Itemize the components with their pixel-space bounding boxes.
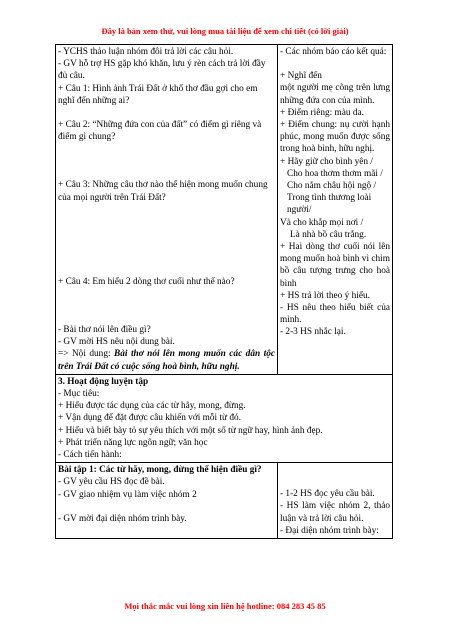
poem-line: Cho hoa thơm thơm mãi / <box>287 168 383 179</box>
table-row <box>56 45 393 375</box>
list-item: + Phát triển năng lực ngôn ngữ; văn học <box>58 437 208 448</box>
list-item: - GV yêu cầu HS đọc đề bài. <box>58 477 165 488</box>
answer-1: một người mẹ cõng trên lưng những đứa con của mình. <box>280 83 393 106</box>
practice-section-cell <box>56 374 393 462</box>
exercise-teacher-cell <box>56 463 278 539</box>
list-item: - GV giao nhiệm vụ làm việc nhóm 2 <box>58 489 197 500</box>
exercise-title: Bài tập 1: Các từ hãy, mong, đừng thể hiện điều gì? <box>58 465 262 476</box>
answer-2b: + Điểm chung: nụ cười hạnh phúc, mong muốn được sống trong hoà bình, hữu nghị. <box>280 120 393 155</box>
list-item: - GV mời HS nêu nội dung bài. <box>58 337 175 348</box>
list-item: - HS nêu theo hiểu biết của mình. <box>280 303 393 326</box>
lesson-content: => Nội dung: Bài thơ nói lên mong muốn các dân tộc trên Trái Đất có cuộc sống hoà bình, hữu nghị. <box>58 349 278 372</box>
poem-line: Trong tình thương loài người/ <box>287 193 374 216</box>
preview-banner: Đây là bản xem thử, vui lòng mua tài liệu để xem chi tiết (có lời giải) <box>101 26 349 36</box>
list-item: - HS làm việc nhóm 2, thảo luận và trả lời câu hỏi. <box>280 501 393 524</box>
list-item: - Bài thơ nói lên điều gì? <box>58 325 151 336</box>
list-item: + Hiểu được tác dụng của các từ hãy, mong, đừng. <box>58 401 246 412</box>
table-row <box>56 463 393 539</box>
poem-line: Là nhà bồ câu trắng. <box>290 229 367 240</box>
list-item: - Cách tiến hành: <box>58 450 122 461</box>
list-item: + Vận dụng để đặt được câu khiến với mỗi từ đó. <box>58 413 241 424</box>
question-3: + Câu 3: Những câu thơ nào thể hiện mong muốn chung của mọi người trên Trái Đất? <box>58 180 270 203</box>
list-item: - 1-2 HS đọc yêu cầu bài. <box>280 489 375 500</box>
answer-4: + Hai dòng thơ cuối nói lên mong muốn hoà bình vì chim bồ câu tượng trưng cho hoà bình <box>280 242 393 289</box>
poem-line: Cho nắm châu hội ngộ / <box>287 181 377 192</box>
student-activities-cell <box>278 45 393 375</box>
section-title: 3. Hoạt động luyện tập <box>58 376 149 387</box>
question-1: + Câu 1: Hình ảnh Trái Đất ở khổ thơ đầu gợi cho em nghĩ đến những ai? <box>58 83 260 106</box>
question-4: + Câu 4: Em hiểu 2 dòng thơ cuối như thế nào? <box>58 276 235 287</box>
list-item: - GV hỗ trợ HS gặp khó khăn, lưu ý rèn cách trả lời đầy đủ câu. <box>58 59 268 82</box>
answer-1-label: + Nghĩ đến <box>280 71 322 82</box>
list-item: + HS trả lời theo ý hiểu. <box>280 290 370 301</box>
answer-2a: + Điểm riêng: màu da. <box>280 107 364 118</box>
teacher-activities-cell <box>56 45 278 375</box>
poem-line: Và cho khắp mọi nơi / <box>280 217 364 228</box>
list-item: - GV mời đại diện nhóm trình bày. <box>58 513 187 524</box>
list-item: - Các nhóm báo cáo kết quả: <box>280 47 387 57</box>
lesson-table <box>55 44 393 539</box>
list-item: - Đại diện nhóm trình bày: <box>280 525 379 536</box>
question-2: + Câu 2: “Những đứa con của đất” có điểm gì riêng và điểm gì chung? <box>58 120 264 143</box>
list-item: - YCHS thảo luận nhóm đôi trả lời các câu hỏi. <box>58 47 234 57</box>
list-item: - Mục tiêu: <box>58 389 100 400</box>
exercise-student-cell <box>278 463 393 539</box>
list-item: + Hiểu và biết bày tỏ sự yêu thích với một số từ ngữ hay, hình ảnh đẹp. <box>58 425 323 436</box>
table-row <box>56 374 393 462</box>
hotline-banner: Mọi thắc mắc vui lòng xin liên hệ hotline: 084 283 45 85 <box>124 601 326 611</box>
poem-line: + Hãy giữ cho bình yên / <box>280 156 373 167</box>
list-item: - 2-3 HS nhắc lại. <box>280 327 346 338</box>
